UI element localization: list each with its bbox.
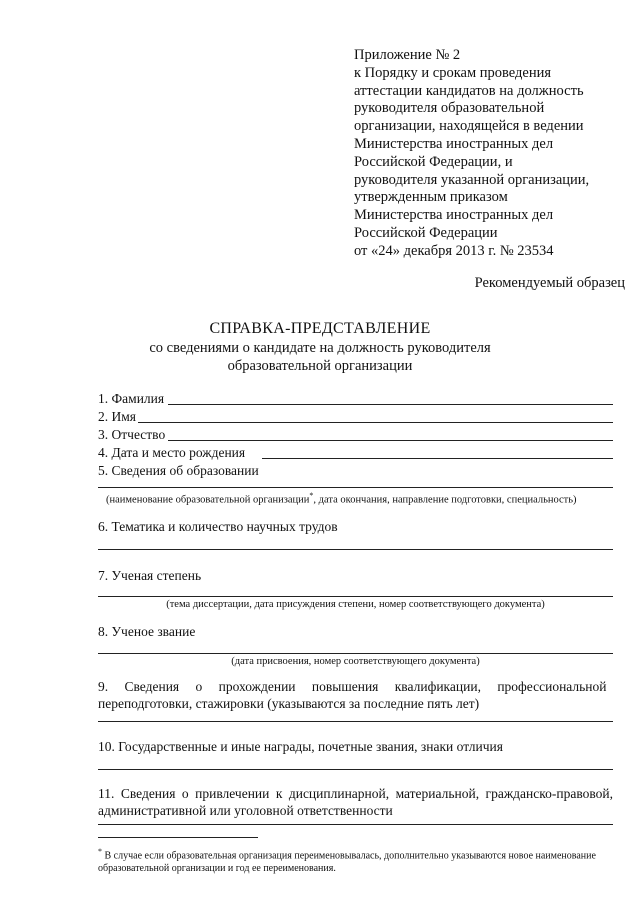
appendix-line: Российской Федерации [354, 224, 498, 241]
field-birth-label: 4. Дата и место рождения [98, 445, 246, 460]
field-birth-line[interactable] [262, 458, 613, 459]
field-scientific-works-label: 6. Тематика и количество научных трудов [98, 519, 338, 534]
field-patronymic-label: 3. Отчество [98, 427, 166, 442]
field-surname-line[interactable] [168, 404, 613, 405]
footnote-mark: * [309, 491, 314, 500]
field-academic-title-label: 8. Ученое звание [98, 624, 196, 639]
field-scientific-works-line[interactable] [98, 549, 613, 550]
field-qualification [98, 678, 613, 712]
appendix-line: руководителя указанной организации, [354, 171, 590, 188]
academic-title-caption: (дата присвоения, номер соответствующего документа) [231, 656, 480, 667]
footnote [98, 846, 618, 875]
field-academic-title-line[interactable] [98, 653, 613, 654]
field-liability-label: 11. Сведения о привлечении к дисциплинарной, материальной, гражданско-правовой, административной или уголовной ответственности [98, 786, 613, 818]
footnote-divider [98, 837, 258, 838]
appendix-line: организации, находящейся в ведении [354, 118, 584, 135]
field-qualification-line2: переподготовки, стажировки (указываются за последние пять лет) [98, 696, 480, 711]
field-name-label: 2. Имя [98, 409, 137, 424]
appendix-line: Министерства иностранных дел [354, 207, 554, 224]
field-education-label: 5. Сведения об образовании [98, 463, 259, 478]
field-surname-label: 1. Фамилия [98, 391, 165, 406]
degree-caption: (тема диссертации, дата присуждения степени, номер соответствующего документа) [166, 599, 545, 610]
appendix-line: руководителя образовательной [354, 100, 545, 117]
field-name-line[interactable] [138, 422, 613, 423]
field-degree-label: 7. Ученая степень [98, 568, 202, 583]
appendix-line: от «24» декабря 2013 г. № 23534 [354, 242, 554, 259]
field-liability-line[interactable] [98, 824, 613, 825]
document-title: СПРАВКА-ПРЕДСТАВЛЕНИЕ [209, 320, 431, 337]
field-degree-line[interactable] [98, 596, 613, 597]
footnote-text: В случае если образовательная организация переименовывалась, дополнительно указываются новое наименование образовательной организации и год ее переименования. [98, 850, 596, 874]
document-subtitle: со сведениями о кандидате на должность руководителя [149, 340, 491, 356]
appendix-block [354, 47, 624, 261]
appendix-line: аттестации кандидатов на должность [354, 82, 584, 99]
education-caption-rest: , дата окончания, направление подготовки, специальность) [313, 494, 577, 506]
field-qualification-line1: 9. Сведения о прохождении повышения квалификации, профессиональной [98, 679, 607, 694]
education-caption [106, 491, 577, 506]
field-qualification-line[interactable] [98, 721, 613, 722]
field-patronymic-line[interactable] [168, 440, 613, 441]
footnote-mark: * [98, 847, 102, 856]
field-awards-line[interactable] [98, 769, 613, 770]
appendix-line: Российской Федерации, и [354, 153, 513, 170]
recommended-sample-label: Рекомендуемый образец [474, 275, 625, 291]
field-awards-label: 10. Государственные и иные награды, почетные звания, знаки отличия [98, 739, 503, 754]
document-subtitle-2: образовательной организации [227, 358, 413, 374]
appendix-line: утвержденным приказом [354, 189, 508, 206]
education-caption-text: (наименование образовательной организации [106, 494, 310, 506]
appendix-line: Приложение № 2 [354, 47, 461, 63]
appendix-line: Министерства иностранных дел [354, 135, 554, 152]
appendix-line: к Порядку и срокам проведения [354, 64, 552, 81]
field-education-line[interactable] [98, 487, 613, 488]
